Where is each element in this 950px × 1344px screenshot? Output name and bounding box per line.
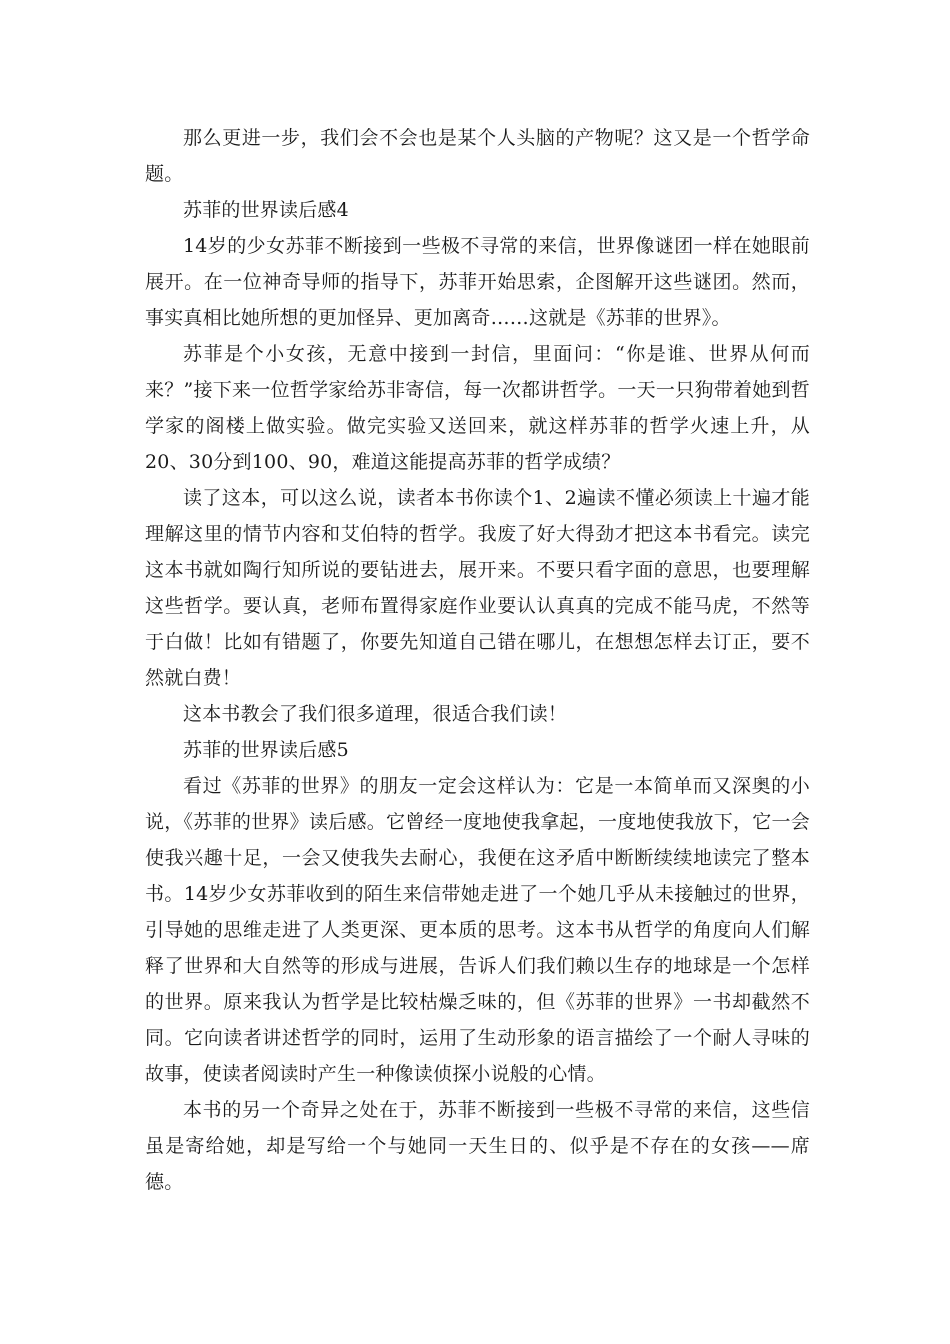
- paragraph: 读了这本，可以这么说，读者本书你读个1、2遍读不懂必须读上十遍才能理解这里的情节内容和艾伯特的哲学。我废了好大得劲才把这本书看完。读完这本书就如陶行知所说的要钻进去，展开来。不要只看字面的意思，也要理解这些哲学。要认真，老师布置得家庭作业要认认真真的完成不能马虎，不然等于白做！比如有错题了，你要先知道自己错在哪儿，在想想怎样去订正，要不然就白费！: [145, 487, 810, 689]
- paragraph: 看过《苏菲的世界》的朋友一定会这样认为：它是一本简单而又深奥的小说，《苏菲的世界》读后感。它曾经一度地使我拿起，一度地使我放下，它一会使我兴趣十足，一会又使我失去耐心，我便在这矛盾中断断续续地读完了整本书。14岁少女苏菲收到的陌生来信带她走进了一个她几乎从未接触过的世界，引导她的思维走进了人类更深、更本质的思考。这本书从哲学的角度向人们解释了世界和大自然等的形成与进展，告诉人们我们赖以生存的地球是一个怎样的世界。原来我认为哲学是比较枯燥乏味的，但《苏菲的世界》一书却截然不同。它向读者讲述哲学的同时，运用了生动形象的语言描绘了一个耐人寻味的故事，使读者阅读时产生一种像读侦探小说般的心情。: [145, 775, 810, 1085]
- section-heading: 苏菲的世界读后感4: [183, 199, 349, 221]
- section-heading: 苏菲的世界读后感5: [183, 739, 349, 761]
- paragraph: 14岁的少女苏菲不断接到一些极不寻常的来信，世界像谜团一样在她眼前展开。在一位神奇导师的指导下，苏菲开始思索，企图解开这些谜团。然而，事实真相比她所想的更加怪异、更加离奇……这就是《苏菲的世界》。: [145, 235, 810, 329]
- paragraph: 那么更进一步，我们会不会也是某个人头脑的产物呢？这又是一个哲学命题。: [145, 127, 810, 185]
- document-body: [145, 120, 810, 1200]
- paragraph: 本书的另一个奇异之处在于，苏菲不断接到一些极不寻常的来信，这些信虽是寄给她，却是写给一个与她同一天生日的、似乎是不存在的女孩——席德。: [145, 1099, 810, 1193]
- paragraph: 苏菲是个小女孩，无意中接到一封信，里面问：“你是谁、世界从何而来？”接下来一位哲学家给苏非寄信，每一次都讲哲学。一天一只狗带着她到哲学家的阁楼上做实验。做完实验又送回来，就这样苏菲的哲学火速上升，从20、30分到100、90，难道这能提高苏菲的哲学成绩？: [145, 343, 810, 473]
- paragraph: 这本书教会了我们很多道理，很适合我们读！: [183, 703, 568, 725]
